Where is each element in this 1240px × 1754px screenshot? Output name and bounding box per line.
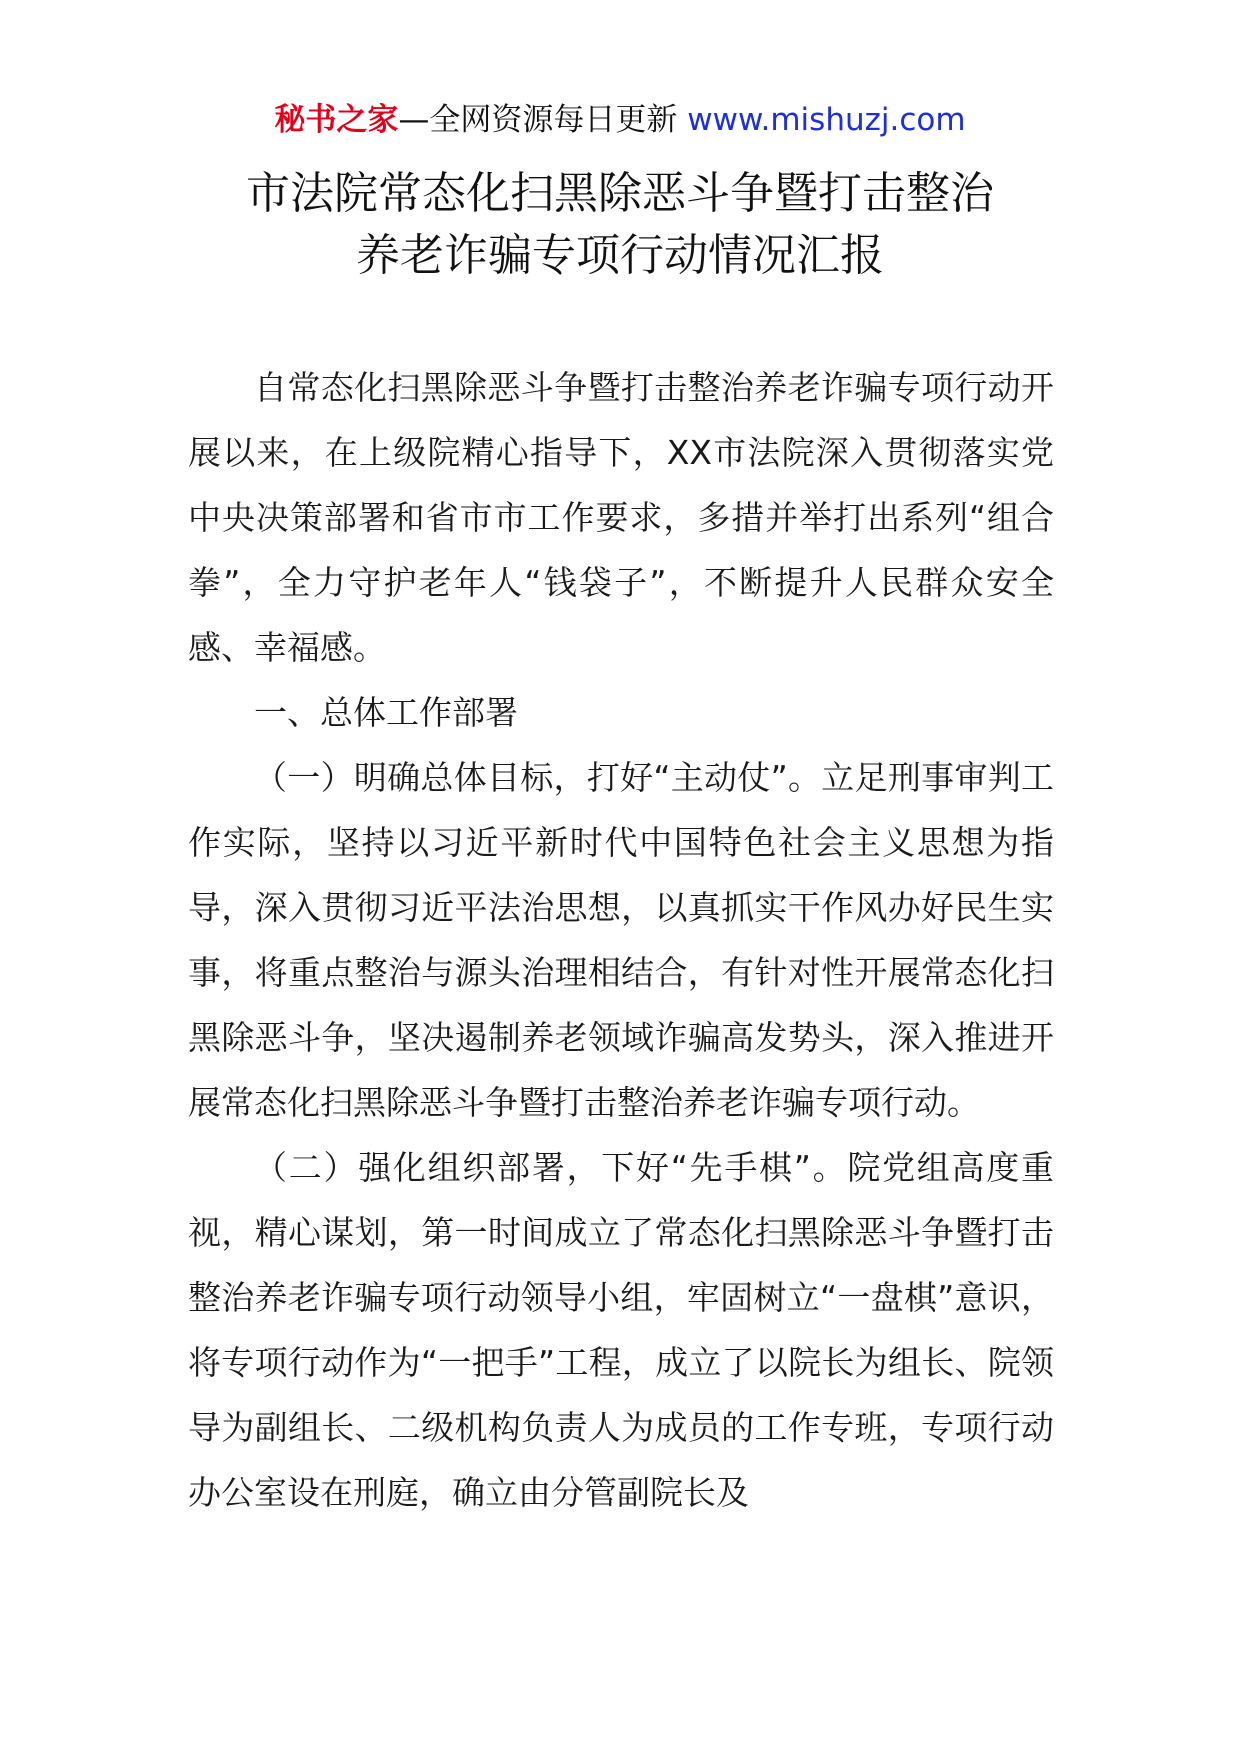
paragraph-intro: 自常态化扫黑除恶斗争暨打击整治养老诈骗专项行动开展以来，在上级院精心指导下，XX市法院深入贯彻落实党中央决策部署和省市市工作要求，多措并举打出系列“组合拳”，全力守护老年人“钱袋子”，不断提升人民群众安全感、幸福感。 <box>188 368 1054 667</box>
paragraph-subsection-1: （一）明确总体目标，打好“主动仗”。立足刑事审判工作实际，坚持以习近平新时代中国特色社会主义思想为指导，深入贯彻习近平法治思想，以真抓实干作风办好民生实事，将重点整治与源头治理相结合，有针对性开展常态化扫黑除恶斗争，坚决遏制养老领域诈骗高发势头，深入推进开展常态化扫黑除恶斗争暨打击整治养老诈骗专项行动。 <box>188 758 1054 1122</box>
document-title-line-1: 市法院常态化扫黑除恶斗争暨打击整治 <box>246 168 994 219</box>
banner-url-link[interactable]: www.mishuzj.com <box>687 102 966 138</box>
banner-brand: 秘书之家 <box>274 102 399 138</box>
paragraph-subsection-2: （二）强化组织部署，下好“先手棋”。院党组高度重视，精心谋划，第一时间成立了常态化扫黑除恶斗争暨打击整治养老诈骗专项行动领导小组，牢固树立“一盘棋”意识，将专项行动作为“一把手”工程，成立了以院长为组长、院领导为副组长、二级机构负责人为成员的工作专班，专项行动办公室设在刑庭，确立由分管副院长及 <box>188 1148 1054 1512</box>
banner-slogan: —全网资源每日更新 <box>398 102 678 138</box>
document-title-line-2: 养老诈骗专项行动情况汇报 <box>356 230 884 281</box>
site-banner <box>0 100 1240 140</box>
document-body <box>188 355 1054 1525</box>
section-heading-1: 一、总体工作部署 <box>254 693 518 732</box>
